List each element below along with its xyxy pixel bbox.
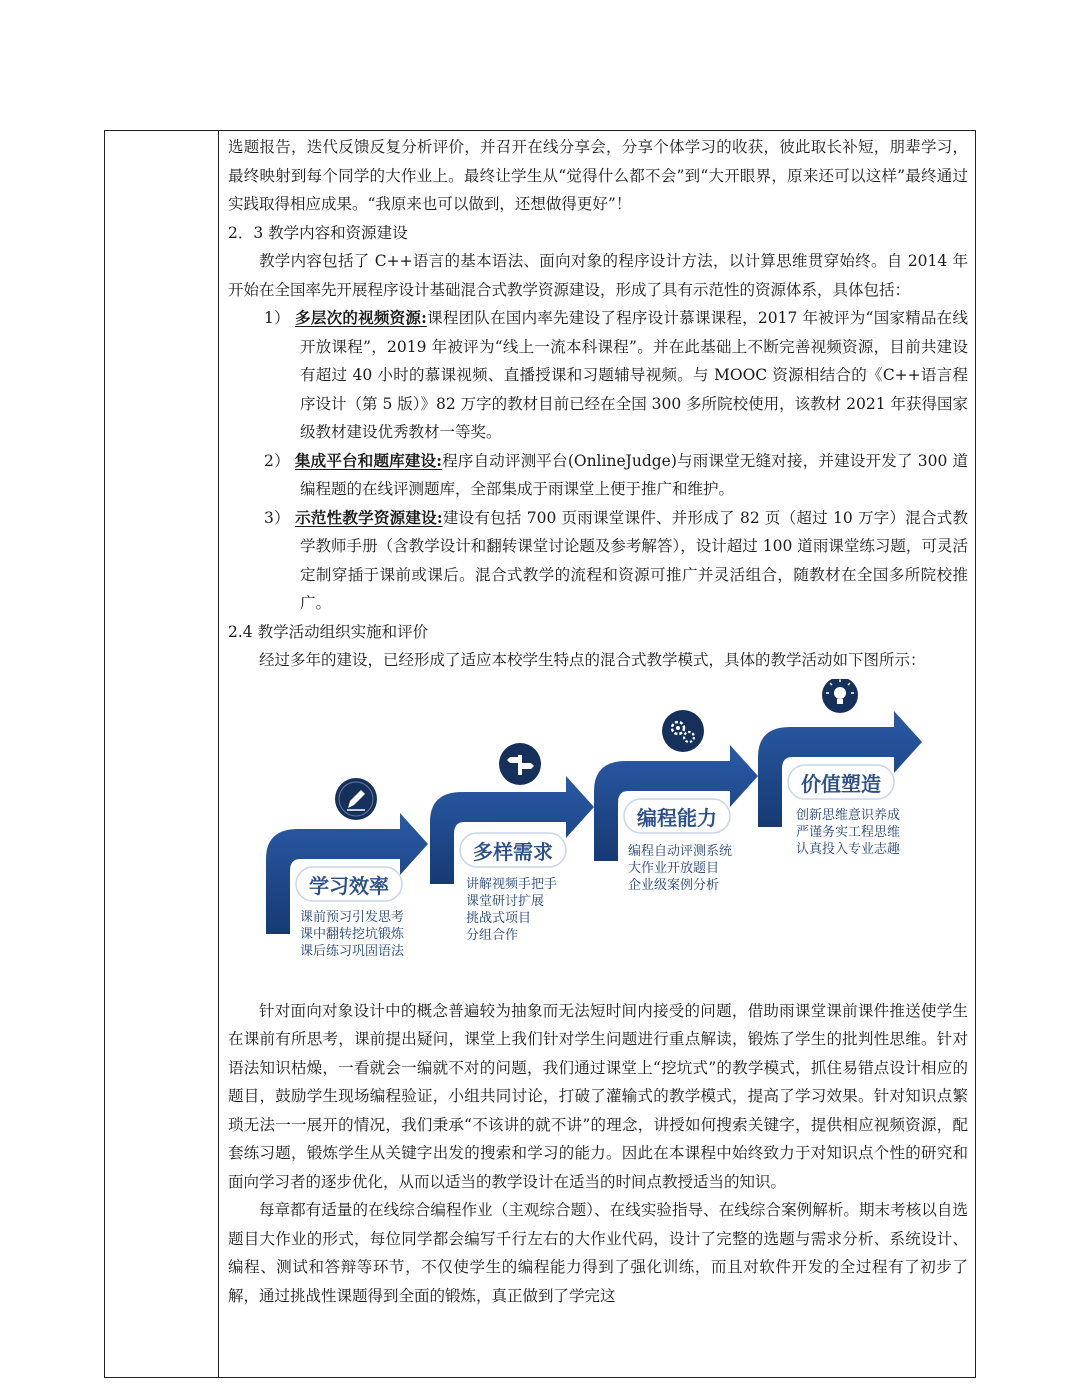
list-number: 2） [264, 451, 290, 470]
document-body [228, 133, 968, 1373]
list-item-text: 建设有包括 700 页雨课堂课件、并形成了 82 页（超过 10 万字）混合式教学教师手册（含教学设计和翻转课堂讨论题及参考解答），设计超过 100 道雨课堂练习题，可灵活定制穿插于课前或课后。混合式教学的流程和资源可推广并灵活组合，随教材在全国多所院校推广。 [300, 508, 968, 612]
lightbulb-icon [822, 679, 858, 713]
list-item-3 [228, 504, 968, 618]
paragraph-after-figure-2: 每章都有适量的在线综合编程作业（主观综合题）、在线实验指导、在线综合案例解析。期末考核以自选题目大作业的形式，每位同学都会编写千行左右的大作业代码，设计了完整的选题与需求分析、系统设计、编程、测试和答辩等环节，不仅使学生的编程能力得到了强化训练，而且对软件开发的全过程有了初步了解，通过挑战性课题得到全面的锻炼，真正做到了学完这 [228, 1201, 968, 1305]
intro-paragraph: 选题报告，迭代反馈反复分析评价，并召开在线分享会，分享个体学习的收获，彼此取长补短，朋辈学习，最终映射到每个同学的大作业上。最终让学生从“觉得什么都不会”到“大开眼界，原来还可以这样”最终通过实践取得相应成果。“我原来也可以做到，还想做得更好”！ [228, 138, 968, 213]
step-title-2: 多样需求 [473, 839, 553, 864]
teaching-activity-figure [228, 679, 968, 997]
step-item: 大作业开放题目 [628, 860, 720, 876]
step-item: 认真投入专业志趣 [796, 841, 901, 857]
step-item: 编程自动评测系统 [628, 843, 733, 859]
section-2-3-paragraph: 教学内容包括了 C++语言的基本语法、面向对象的程序设计方法，以计算思维贯穿始终。自 2014 年开始在全国率先开展程序设计基础混合式教学资源建设，形成了具有示范性的资源体系，具体包括： [228, 252, 968, 299]
step-title-4: 价值塑造 [801, 771, 881, 796]
list-item-text: 程序自动评测平台(OnlineJudge)与雨课堂无缝对接，并建设开发了 300 道编程题的在线评测题库，全部集成于雨课堂上便于推广和维护。 [300, 451, 968, 498]
step-item: 创新思维意识养成 [796, 807, 901, 823]
list-number: 1） [264, 309, 290, 327]
step-item: 课中翻转挖坑锻炼 [300, 926, 405, 942]
list-number: 3） [264, 508, 290, 527]
step-arrow-2 [430, 776, 594, 884]
step-item: 课堂研讨扩展 [466, 893, 545, 909]
list-item-title: 多层次的视频资源: [295, 308, 427, 327]
step-title-1: 学习效率 [309, 873, 389, 898]
signpost-icon [499, 743, 541, 785]
step-item: 课后练习巩固语法 [300, 943, 405, 959]
pencil-icon [335, 778, 377, 820]
list-item-2 [228, 447, 968, 504]
step-item: 挑战式项目 [466, 910, 532, 926]
step-item: 企业级案例分析 [628, 877, 720, 893]
step-items-3 [628, 843, 732, 894]
section-2-4-paragraph: 经过多年的建设，已经形成了适应本校学生特点的混合式教学模式，具体的教学活动如下图所示： [259, 651, 926, 669]
step-item: 严谨务实工程思维 [796, 824, 901, 840]
paragraph-after-figure-1: 针对面向对象设计中的概念普遍较为抽象而无法短时间内接受的问题，借助雨课堂课前课件推送使学生在课前有所思考，课前提出疑问，课堂上我们针对学生问题进行重点解读，锻炼了学生的批判性思维。针对语法知识枯燥，一看就会一编就不对的问题，我们通过课堂上“挖坑式”的教学模式，抓住易错点设计相应的题目，鼓励学生现场编程验证，小组共同讨论，打破了灌输式的教学模式，提高了学习效果。针对知识点繁琐无法一一展开的情况，我们秉承“不该讲的就不讲”的理念，讲授如何搜索关键字，提供相应视频资源，配套练习题，锻炼学生从关键字出发的搜索和学习的能力。因此在本课程中始终致力于对知识点个性的研究和面向学习者的逐步优化，从而以适当的教学设计在适当的时间点教授适当的知识。 [228, 1001, 968, 1191]
table-column-divider [218, 130, 219, 1378]
section-heading-2-4: 2.4 教学活动组织实施和评价 [228, 622, 429, 641]
list-item-1 [228, 304, 968, 447]
section-heading-2-3: 2．3 教学内容和资源建设 [228, 223, 408, 242]
step-item: 课前预习引发思考 [300, 909, 405, 925]
gears-icon [662, 710, 704, 752]
list-item-text: 课程团队在国内率先建设了程序设计慕课课程，2017 年被评为“国家精品在线开放课程”，2019 年被评为“线上一流本科课程”。并在此基础上不断完善视频资源，目前共建设有超过 40 小时的慕课视频、直播授课和习题辅导视频。与 MOOC 资源相结合的《C++语言程序设计（第 5 版）》82 万字的教材目前已经在全国 300 多所院校使用，该教材 2021 年获得国家级教材建设优秀教材一等奖。 [300, 309, 968, 441]
step-item: 分组合作 [466, 927, 519, 943]
list-item-title: 集成平台和题库建设: [294, 450, 442, 470]
step-title-3: 编程能力 [637, 805, 717, 830]
step-item: 讲解视频手把手 [466, 876, 558, 892]
step-items-2 [466, 876, 557, 944]
step-items-1 [300, 909, 404, 960]
list-item-title: 示范性教学资源建设: [295, 507, 443, 527]
step-items-4 [796, 807, 900, 858]
